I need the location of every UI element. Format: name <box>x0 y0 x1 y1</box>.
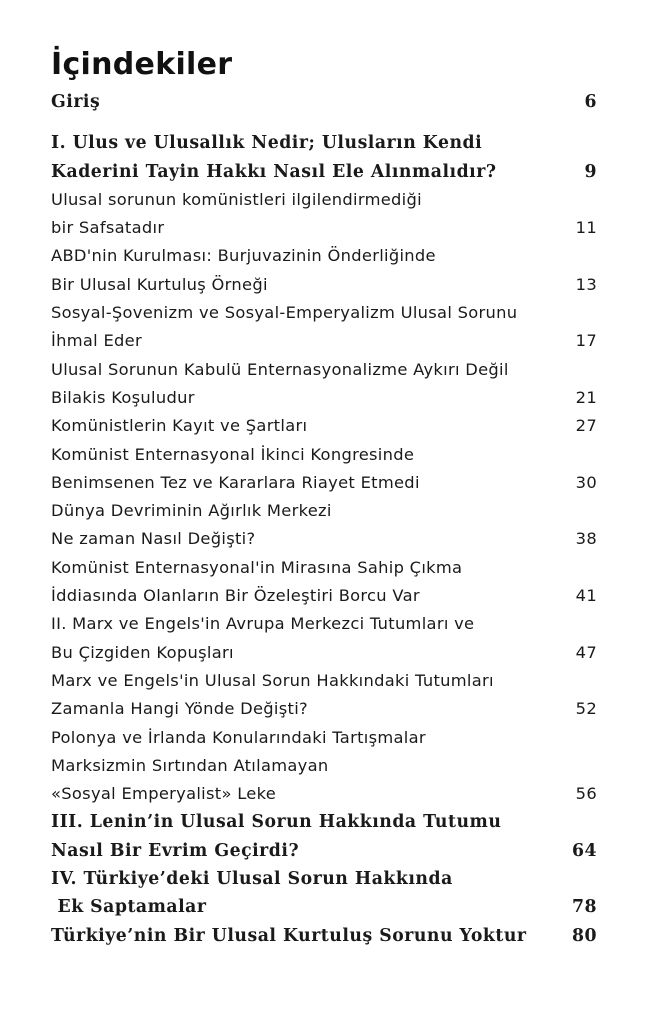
toc-entry-text: Benimsenen Tez ve Kararlara Riayet Etmedi <box>51 472 420 492</box>
toc-entry-text: Polonya ve İrlanda Konularındaki Tartışmalar <box>51 727 426 747</box>
toc-entry-section[interactable] <box>51 242 597 299</box>
toc-entry-text: İhmal Eder <box>51 331 142 351</box>
toc-entry-chapter-2[interactable] <box>51 610 597 667</box>
toc-page-number: 78 <box>571 897 597 918</box>
toc-page-number: 38 <box>575 529 597 549</box>
toc-entry-text: Ulusal Sorunun Kabulü Enternasyonalizme Aykırı Değil <box>51 359 509 379</box>
toc-entry-text: Kaderini Tayin Hakkı Nasıl Ele Alınmalıdır? <box>51 161 497 182</box>
toc-entry-section[interactable] <box>51 554 597 611</box>
page-title: İçindekiler <box>51 47 233 82</box>
toc-entry-text: III. Lenin’in Ulusal Sorun Hakkında Tutumu <box>51 812 502 833</box>
toc-entry-section[interactable] <box>51 356 597 413</box>
toc-page-number: 9 <box>584 161 597 182</box>
toc-entry-section[interactable] <box>51 441 597 498</box>
toc-entry-text: Türkiye’nin Bir Ulusal Kurtuluş Sorunu Yoktur <box>51 925 527 946</box>
toc-entry-text: Sosyal-Şovenizm ve Sosyal-Emperyalizm Ulusal Sorunu <box>51 303 518 323</box>
toc-page-number: 56 <box>575 784 597 804</box>
toc-entry-text: Dünya Devriminin Ağırlık Merkezi <box>51 501 332 521</box>
toc-page-number: 47 <box>575 642 597 662</box>
toc-entry-text: bir Safsatadır <box>51 218 165 238</box>
toc-entry-text: Ek Saptamalar <box>51 897 207 918</box>
toc-entry-section[interactable] <box>51 667 597 724</box>
toc-page-number: 52 <box>575 699 597 719</box>
toc-page-number: 21 <box>575 387 597 407</box>
toc-entry-text: Bu Çizgiden Kopuşları <box>51 642 234 662</box>
toc-entry-text: Ulusal sorunun komünistleri ilgilendirmediği <box>51 189 422 209</box>
toc-entry-section[interactable] <box>51 186 597 243</box>
toc-entry-section[interactable] <box>51 724 597 809</box>
toc-entry-text: II. Marx ve Engels'in Avrupa Merkezci Tutumları ve <box>51 614 475 634</box>
toc-page <box>51 42 597 950</box>
toc-entry-chapter-1[interactable] <box>51 129 597 186</box>
toc-page-number: 30 <box>575 472 597 492</box>
toc-entry-text: Komünistlerin Kayıt ve Şartları <box>51 416 308 436</box>
toc-page-number: 80 <box>571 925 597 946</box>
toc-page-number: 13 <box>575 274 597 294</box>
toc-entry-text: ABD'nin Kurulması: Burjuvazinin Önderliğinde <box>51 246 436 266</box>
toc-entry-section-final[interactable] <box>51 922 597 950</box>
toc-entry-section[interactable] <box>51 497 597 554</box>
toc-entry-text: Bilakis Koşuludur <box>51 387 195 407</box>
toc-page-number: 41 <box>575 586 597 606</box>
toc-entry-text: Zamanla Hangi Yönde Değişti? <box>51 699 308 719</box>
toc-entry-text: İddiasında Olanların Bir Özeleştiri Borcu Var <box>51 586 420 606</box>
toc-entry-text: Marksizmin Sırtından Atılamayan <box>51 755 329 775</box>
toc-entry-text: Marx ve Engels'in Ulusal Sorun Hakkındaki Tutumları <box>51 670 494 690</box>
toc-page-number: 6 <box>584 92 597 112</box>
toc-entry-text: IV. Türkiye’deki Ulusal Sorun Hakkında <box>51 869 453 890</box>
toc-entry-text: Giriş <box>51 92 101 112</box>
toc-page-number: 17 <box>575 331 597 351</box>
toc-page-number: 64 <box>571 840 597 861</box>
toc-entry-giris[interactable] <box>51 88 597 116</box>
toc-entry-text: Komünist Enternasyonal İkinci Kongresinde <box>51 444 415 464</box>
toc-entry-text: «Sosyal Emperyalist» Leke <box>51 784 277 804</box>
toc-entry-chapter-4[interactable] <box>51 865 597 922</box>
toc-entry-text: Ne zaman Nasıl Değişti? <box>51 529 256 549</box>
toc-entry-text: Nasıl Bir Evrim Geçirdi? <box>51 840 300 861</box>
toc-entry-text: Bir Ulusal Kurtuluş Örneği <box>51 274 268 294</box>
toc-entry-section[interactable] <box>51 412 597 440</box>
toc-entry-chapter-3[interactable] <box>51 808 597 865</box>
toc-page-number: 11 <box>575 218 597 238</box>
section-spacer <box>51 116 597 129</box>
toc-entry-section[interactable] <box>51 299 597 356</box>
toc-page-number: 27 <box>575 416 597 436</box>
toc-entry-text: I. Ulus ve Ulusallık Nedir; Ulusların Kendi <box>51 133 483 154</box>
toc-entry-text: Komünist Enternasyonal'in Mirasına Sahip Çıkma <box>51 557 463 577</box>
